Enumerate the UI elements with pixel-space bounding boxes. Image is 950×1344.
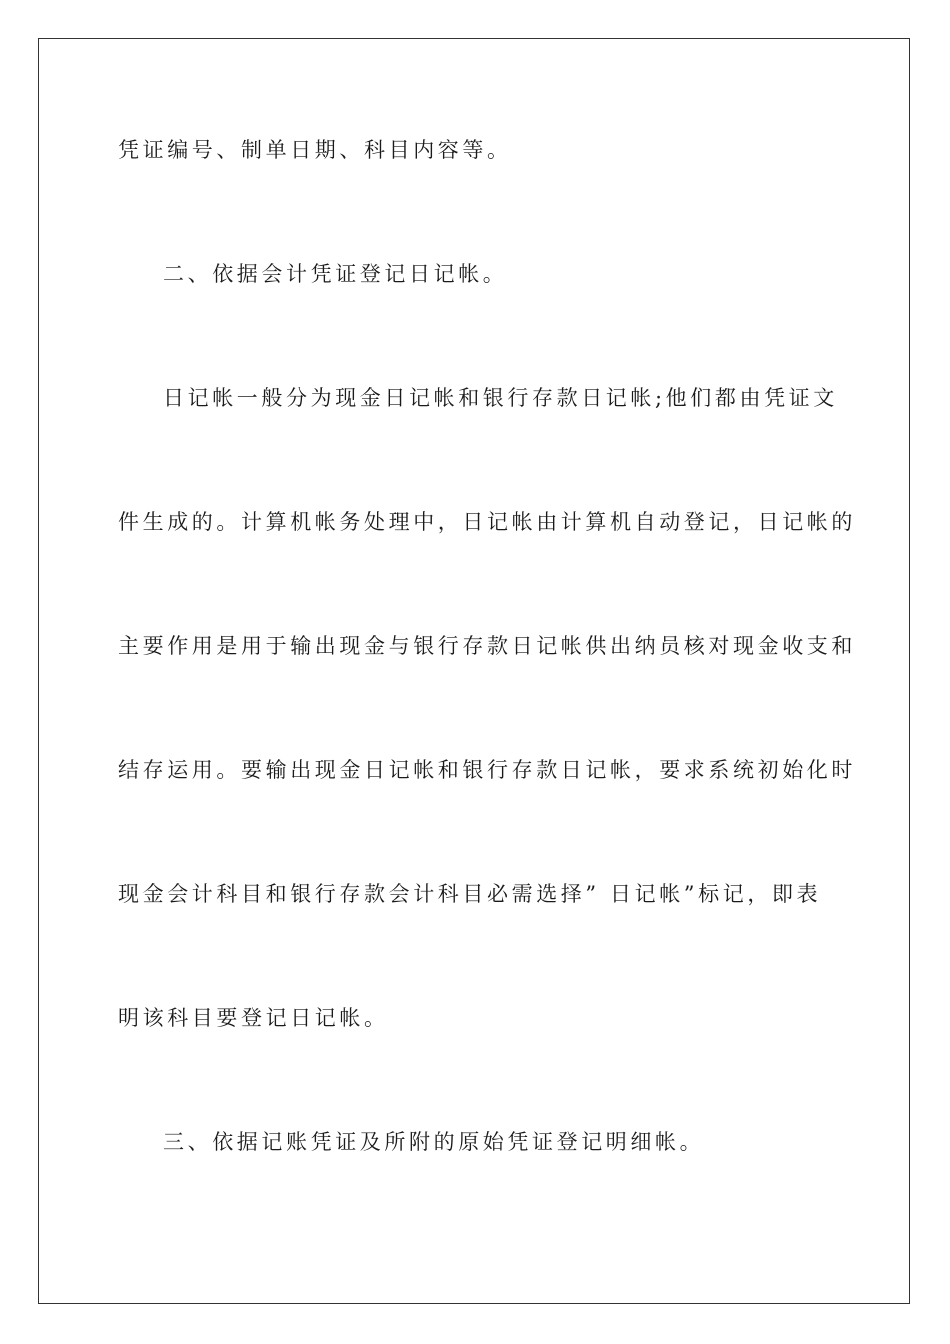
section-heading-3: 三、依据记账凭证及所附的原始凭证登记明细帐。: [163, 1130, 705, 1154]
paragraph-line-5: 主要作用是用于输出现金与银行存款日记帐供出纳员核对现金收支和: [118, 634, 856, 658]
paragraph-line-3: 日记帐一般分为现金日记帐和银行存款日记帐;他们都由凭证文: [163, 386, 838, 410]
page-border: [38, 38, 910, 1304]
paragraph-line-1: 凭证编号、制单日期、科目内容等。: [118, 138, 512, 162]
paragraph-line-8: 明该科目要登记日记帐。: [118, 1006, 389, 1030]
paragraph-line-7: 现金会计科目和银行存款会计科目必需选择” 日记帐”标记，即表: [118, 882, 822, 906]
paragraph-line-4: 件生成的。计算机帐务处理中，日记帐由计算机自动登记，日记帐的: [118, 510, 856, 534]
section-heading-2: 二、依据会计凭证登记日记帐。: [163, 262, 508, 286]
paragraph-line-6: 结存运用。要输出现金日记帐和银行存款日记帐，要求系统初始化时: [118, 758, 856, 782]
